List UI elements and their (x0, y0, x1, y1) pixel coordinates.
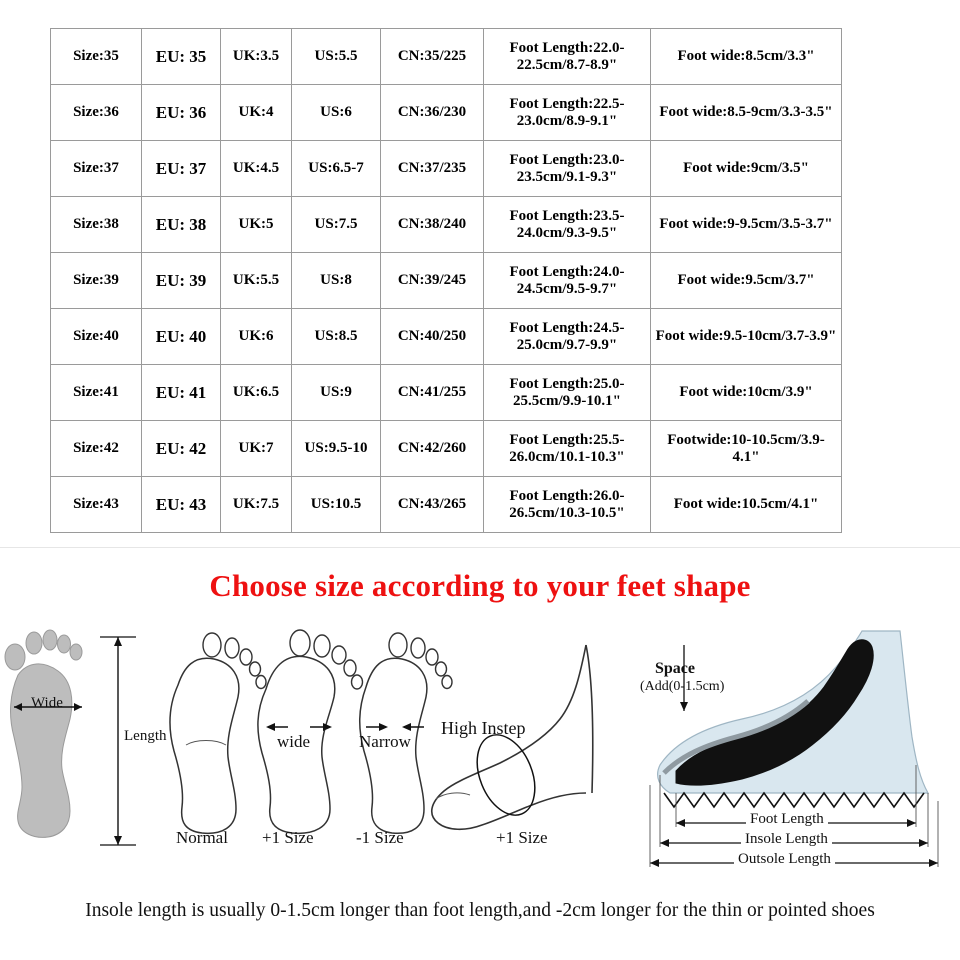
cell-foot-wide: Footwide:10-10.5cm/3.9-4.1" (651, 421, 842, 477)
label-narrow-foot-size: -1 Size (356, 828, 404, 847)
table-row (51, 309, 842, 365)
label-wide-foot: wide (277, 732, 311, 751)
cell-size: Size:41 (51, 365, 142, 421)
cell-foot-wide: Foot wide:8.5-9cm/3.3-3.5" (651, 85, 842, 141)
cell-cn: CN:43/265 (381, 477, 484, 533)
cell-cn: CN:41/255 (381, 365, 484, 421)
cell-foot-wide: Foot wide:9-9.5cm/3.5-3.7" (651, 197, 842, 253)
table-row (51, 197, 842, 253)
cell-foot-length: Foot Length:23.5-24.0cm/9.3-9.5" (484, 197, 651, 253)
cell-cn: CN:35/225 (381, 29, 484, 85)
size-table-container (50, 28, 837, 533)
cell-eu: EU: 43 (142, 477, 221, 533)
cell-cn: CN:40/250 (381, 309, 484, 365)
cell-eu: EU: 40 (142, 309, 221, 365)
cell-foot-length: Foot Length:22.5-23.0cm/8.9-9.1" (484, 85, 651, 141)
cell-uk: UK:3.5 (221, 29, 292, 85)
footnote-text: Insole length is usually 0-1.5cm longer than foot length,and -2cm longer for the thin or pointed shoes (85, 900, 875, 921)
cell-size: Size:43 (51, 477, 142, 533)
label-space-value: (Add(0-1.5cm) (640, 679, 725, 694)
cell-uk: UK:4.5 (221, 141, 292, 197)
cell-cn: CN:36/230 (381, 85, 484, 141)
table-row (51, 141, 842, 197)
size-table (50, 28, 842, 533)
cell-foot-length: Foot Length:25.5-26.0cm/10.1-10.3" (484, 421, 651, 477)
label-narrow-foot: Narrow (359, 732, 411, 751)
table-row (51, 421, 842, 477)
cell-foot-wide: Foot wide:8.5cm/3.3" (651, 29, 842, 85)
cell-cn: CN:38/240 (381, 197, 484, 253)
cell-us: US:6 (292, 85, 381, 141)
foot-shape-diagram (0, 615, 960, 885)
cell-foot-wide: Foot wide:10.5cm/4.1" (651, 477, 842, 533)
cell-us: US:10.5 (292, 477, 381, 533)
page-title: Choose size according to your feet shape (209, 568, 751, 603)
cell-size: Size:35 (51, 29, 142, 85)
section-divider (0, 547, 960, 548)
cell-uk: UK:5.5 (221, 253, 292, 309)
cell-foot-length: Foot Length:22.0-22.5cm/8.7-8.9" (484, 29, 651, 85)
cell-size: Size:38 (51, 197, 142, 253)
label-wide-foot-size: +1 Size (262, 828, 314, 847)
normal-foot-illustration (170, 633, 266, 833)
label-high-instep-size: +1 Size (496, 828, 548, 847)
cell-foot-length: Foot Length:26.0-26.5cm/10.3-10.5" (484, 477, 651, 533)
label-outsole-length: Outsole Length (734, 851, 835, 868)
wide-foot-illustration (258, 630, 363, 833)
cell-foot-length: Foot Length:23.0-23.5cm/9.1-9.3" (484, 141, 651, 197)
label-wide: Wide (31, 695, 63, 711)
cell-uk: UK:6 (221, 309, 292, 365)
cell-foot-wide: Foot wide:9.5-10cm/3.7-3.9" (651, 309, 842, 365)
label-foot-length: Foot Length (746, 811, 828, 828)
cell-cn: CN:37/235 (381, 141, 484, 197)
cell-uk: UK:6.5 (221, 365, 292, 421)
table-row (51, 365, 842, 421)
cell-eu: EU: 36 (142, 85, 221, 141)
grey-foot-illustration (5, 630, 136, 845)
cell-size: Size:40 (51, 309, 142, 365)
cell-uk: UK:7.5 (221, 477, 292, 533)
cell-foot-wide: Foot wide:10cm/3.9" (651, 365, 842, 421)
cell-foot-wide: Foot wide:9.5cm/3.7" (651, 253, 842, 309)
cell-us: US:6.5-7 (292, 141, 381, 197)
label-normal: Normal (176, 828, 228, 847)
label-high-instep: High Instep (441, 718, 526, 738)
cell-size: Size:37 (51, 141, 142, 197)
label-length: Length (124, 728, 167, 744)
cell-us: US:7.5 (292, 197, 381, 253)
cell-cn: CN:39/245 (381, 253, 484, 309)
cell-foot-length: Foot Length:24.5-25.0cm/9.7-9.9" (484, 309, 651, 365)
cell-us: US:8.5 (292, 309, 381, 365)
table-row (51, 29, 842, 85)
cell-foot-length: Foot Length:25.0-25.5cm/9.9-10.1" (484, 365, 651, 421)
cell-us: US:9 (292, 365, 381, 421)
table-row (51, 253, 842, 309)
label-insole-length: Insole Length (741, 831, 832, 848)
cell-us: US:5.5 (292, 29, 381, 85)
cell-us: US:9.5-10 (292, 421, 381, 477)
cell-eu: EU: 41 (142, 365, 221, 421)
cell-eu: EU: 42 (142, 421, 221, 477)
cell-eu: EU: 39 (142, 253, 221, 309)
cell-size: Size:36 (51, 85, 142, 141)
table-row (51, 477, 842, 533)
cell-size: Size:42 (51, 421, 142, 477)
cell-uk: UK:7 (221, 421, 292, 477)
cell-foot-length: Foot Length:24.0-24.5cm/9.5-9.7" (484, 253, 651, 309)
cell-eu: EU: 35 (142, 29, 221, 85)
table-row (51, 85, 842, 141)
cell-eu: EU: 37 (142, 141, 221, 197)
cell-size: Size:39 (51, 253, 142, 309)
cell-uk: UK:4 (221, 85, 292, 141)
cell-foot-wide: Foot wide:9cm/3.5" (651, 141, 842, 197)
cell-cn: CN:42/260 (381, 421, 484, 477)
cell-uk: UK:5 (221, 197, 292, 253)
cell-us: US:8 (292, 253, 381, 309)
label-space: Space (655, 660, 695, 677)
cell-eu: EU: 38 (142, 197, 221, 253)
